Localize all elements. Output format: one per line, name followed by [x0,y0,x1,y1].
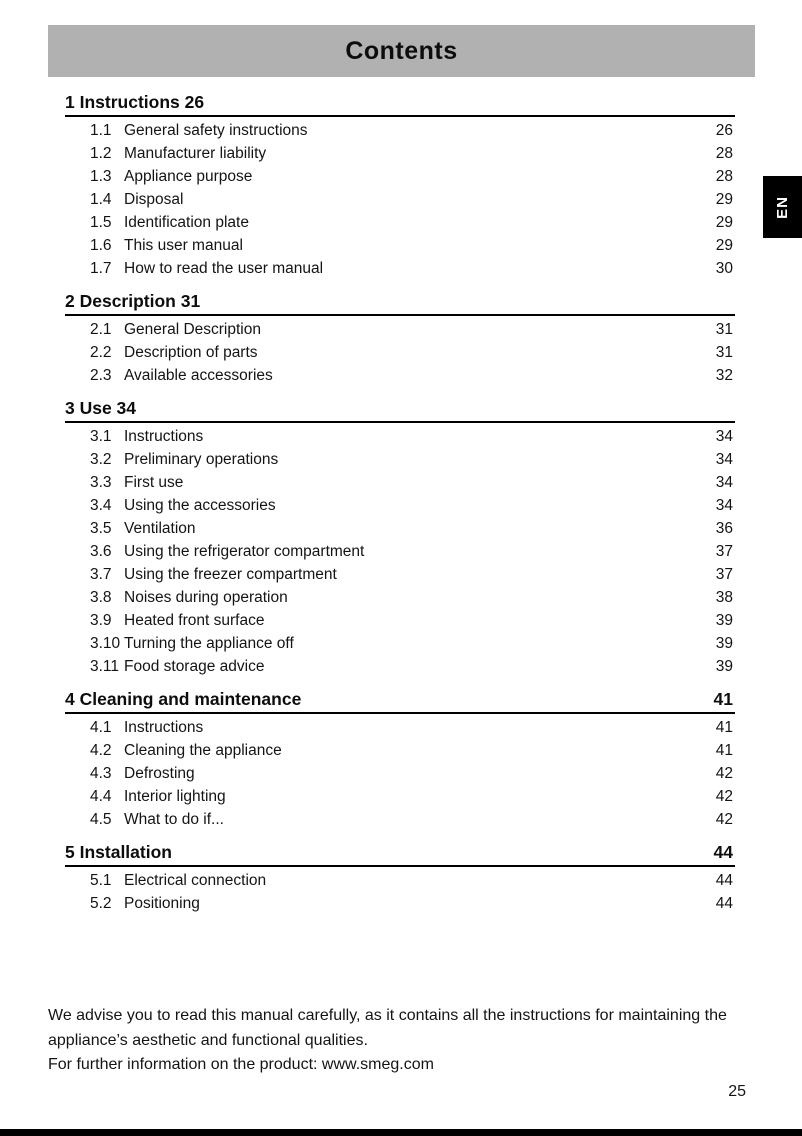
toc-entry [65,563,735,586]
entry-number: 2.3 [90,367,112,384]
entry-number: 3.1 [90,428,112,445]
toc-section [65,291,735,387]
entry-title: Available accessories [124,367,273,384]
entry-title: Instructions [124,428,204,445]
entry-number: 4.3 [90,765,112,782]
entry-page-number: 28 [715,145,733,162]
section-entries [65,714,735,831]
entry-page-number: 34 [715,474,733,491]
page-number: 25 [728,1083,746,1100]
section-entries [65,316,735,387]
entry-number: 1.4 [90,191,112,208]
toc-entry [65,655,735,678]
entry-number: 3.3 [90,474,112,491]
entry-page-number: 37 [715,543,733,560]
entry-page-number: 42 [715,811,733,828]
toc [65,92,735,915]
entry-page-number: 31 [715,321,733,338]
entry-page-number: 37 [715,566,733,583]
toc-entry [65,869,735,892]
toc-entry [65,142,735,165]
contents-header-bar [48,25,755,77]
entry-title: Using the freezer compartment [124,566,337,583]
entry-title: Electrical connection [124,872,267,889]
entry-number: 4.1 [90,719,112,736]
section-heading [65,92,735,117]
entry-page-number: 34 [715,497,733,514]
entry-title: Description of parts [124,344,258,361]
section-entries [65,423,735,678]
entry-number: 4.2 [90,742,112,759]
toc-entry [65,425,735,448]
entry-title: Noises during operation [124,589,288,606]
bottom-rule [0,1129,802,1136]
entry-page-number: 42 [715,765,733,782]
entry-page-number: 42 [715,788,733,805]
toc-entry [65,119,735,142]
toc-entry [65,609,735,632]
section-page-number: 41 [713,689,733,709]
section-entries [65,867,735,915]
entry-title: First use [124,474,184,491]
toc-entry [65,165,735,188]
entry-title: Using the accessories [124,497,276,514]
entry-number: 4.5 [90,811,112,828]
entry-page-number: 30 [715,260,733,277]
entry-title: Interior lighting [124,788,226,805]
section-title: 5 Installation [65,842,172,862]
toc-entry [65,471,735,494]
entry-number: 3.8 [90,589,112,606]
entry-title: Ventilation [124,520,196,537]
entry-title: Appliance purpose [124,168,253,185]
entry-page-number: 41 [715,742,733,759]
entry-page-number: 34 [715,428,733,445]
language-tab [763,176,802,238]
entry-page-number: 28 [715,168,733,185]
entry-title: General Description [124,321,261,338]
section-entries [65,117,735,280]
toc-entry [65,318,735,341]
toc-entry [65,257,735,280]
language-tab-label: EN [774,195,791,219]
entry-number: 2.1 [90,321,112,338]
toc-section [65,398,735,678]
entry-page-number: 38 [715,589,733,606]
entry-page-number: 39 [715,635,733,652]
entry-number: 2.2 [90,344,112,361]
toc-entry [65,808,735,831]
section-title: 4 Cleaning and maintenance [65,689,302,709]
entry-page-number: 39 [715,658,733,675]
entry-number: 3.11 [90,658,120,675]
entry-page-number: 36 [715,520,733,537]
entry-number: 3.6 [90,543,112,560]
section-heading [65,398,735,423]
toc-entry [65,448,735,471]
entry-number: 1.7 [90,260,112,277]
toc-entry [65,586,735,609]
toc-section [65,92,735,280]
toc-entry [65,188,735,211]
toc-entry [65,762,735,785]
entry-title: Using the refrigerator compartment [124,543,365,560]
entry-title: Manufacturer liability [124,145,267,162]
entry-page-number: 39 [715,612,733,629]
entry-title: What to do if... [124,811,224,828]
entry-number: 5.1 [90,872,112,889]
entry-number: 3.9 [90,612,112,629]
entry-title: Heated front surface [124,612,265,629]
entry-page-number: 44 [715,895,733,912]
entry-title: Identification plate [124,214,249,231]
entry-number: 3.2 [90,451,112,468]
entry-title: Defrosting [124,765,195,782]
entry-number: 5.2 [90,895,112,912]
section-heading [65,291,735,316]
toc-entry [65,739,735,762]
toc-entry [65,364,735,387]
entry-title: Positioning [124,895,200,912]
entry-title: Food storage advice [124,658,265,675]
entry-title: General safety instructions [124,122,308,139]
section-title: 1 Instructions 26 [65,92,205,112]
entry-title: Cleaning the appliance [124,742,282,759]
entry-page-number: 32 [715,367,733,384]
entry-number: 3.5 [90,520,112,537]
toc-entry [65,341,735,364]
toc-section [65,689,735,831]
page-title: Contents [345,36,458,65]
entry-page-number: 29 [715,237,733,254]
section-title: 3 Use 34 [65,398,137,418]
entry-page-number: 31 [715,344,733,361]
entry-title: This user manual [124,237,243,254]
section-heading [65,842,735,867]
footer-advice-text: We advise you to read this manual carefully, as it contains all the instructions for maintaining the appliance’s aesthetic and functional qualities. [48,1007,727,1049]
toc-entry [65,517,735,540]
toc-entry [65,632,735,655]
toc-entry [65,234,735,257]
toc-entry [65,892,735,915]
toc-entry [65,211,735,234]
entry-page-number: 44 [715,872,733,889]
entry-number: 1.2 [90,145,112,162]
toc-entry [65,494,735,517]
entry-number: 4.4 [90,788,112,805]
toc-entry [65,716,735,739]
entry-number: 3.7 [90,566,112,583]
entry-number: 3.4 [90,497,112,514]
toc-section [65,842,735,915]
section-page-number: 44 [713,842,733,862]
entry-page-number: 41 [715,719,733,736]
entry-number: 3.10 [90,635,121,652]
entry-number: 1.1 [90,122,112,139]
section-title: 2 Description 31 [65,291,201,311]
entry-number: 1.6 [90,237,112,254]
entry-number: 1.3 [90,168,112,185]
footer-info-text: For further information on the product: www.smeg.com [48,1056,434,1073]
entry-page-number: 29 [715,214,733,231]
entry-title: Disposal [124,191,184,208]
toc-entry [65,785,735,808]
entry-title: How to read the user manual [124,260,324,277]
entry-number: 1.5 [90,214,112,231]
entry-title: Turning the appliance off [124,635,294,652]
entry-title: Preliminary operations [124,451,279,468]
entry-page-number: 29 [715,191,733,208]
entry-page-number: 34 [715,451,733,468]
entry-title: Instructions [124,719,204,736]
toc-entry [65,540,735,563]
entry-page-number: 26 [715,122,733,139]
section-heading [65,689,735,714]
